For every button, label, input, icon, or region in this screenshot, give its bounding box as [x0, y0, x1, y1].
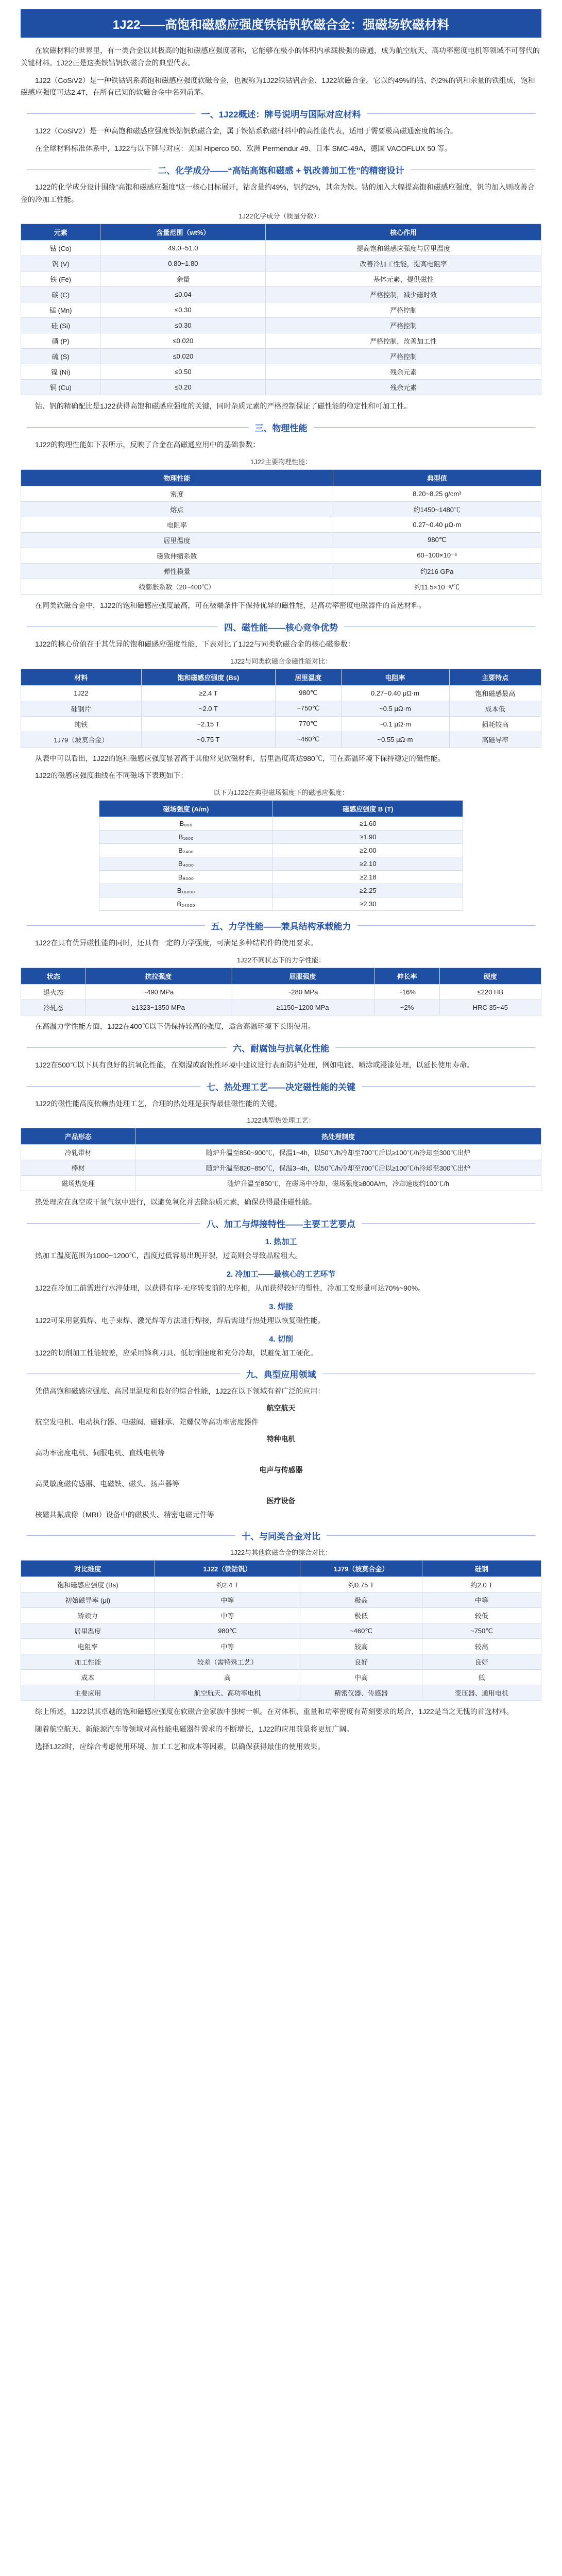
table-row [21, 701, 541, 716]
table-row [21, 1145, 541, 1160]
table-row [21, 563, 541, 579]
hot-working-paragraph: 热加工温度范围为1000~1200℃，温度过低容易出现开裂，过高则会导致晶粒粗大。 [35, 1251, 302, 1260]
table-cell: ~0.75 T [141, 732, 275, 747]
table-header-row [21, 1561, 541, 1577]
table-row [21, 1577, 541, 1592]
column-header: 物理性能 [21, 469, 333, 486]
table-cell: ≥2.25 [273, 884, 463, 897]
mechanical-table-body [21, 984, 541, 1015]
table-cell: ~0.55 μΩ·m [341, 732, 449, 747]
table-cell: 饱和磁感应强度 (Bs) [21, 1577, 155, 1592]
table-cell: B₂₄₀₀ [99, 844, 273, 857]
column-header: 电阻率 [341, 669, 449, 685]
table-header-row [21, 968, 541, 984]
table-cell: 极高 [300, 1592, 422, 1608]
table-cell: 密度 [21, 486, 333, 501]
table-cell: 冷轧带材 [21, 1145, 135, 1160]
table-row [21, 364, 541, 380]
table-cell: 纯铁 [21, 716, 142, 732]
table-cell: 基体元素，提供磁性 [266, 272, 541, 287]
table-cell: 0.27~0.40 μΩ·m [341, 685, 449, 701]
table-cell: 居里温度 [21, 532, 333, 548]
table-cell: B₄₀₀₀ [99, 857, 273, 871]
table-cell: 铜 (Cu) [21, 380, 100, 395]
table-header-row [21, 1128, 541, 1145]
table-cell: ~460℃ [300, 1623, 422, 1639]
section-5-paragraph-1: 1J22在具有优异磁性能的同时，还具有一定的力学强度，可满足多种结构件的使用要求。 [35, 939, 318, 947]
table-cell: ~16% [374, 984, 439, 999]
section-1-paragraph-1: 1J22（CoSiV2）是一种高饱和磁感应强度铁钴钒软磁合金，属于铁钴系软磁材料中的高性能代表，适用于需要极高磁通密度的场合。 [35, 127, 457, 135]
section-9-heading: 九、典型应用领域 [21, 1367, 541, 1380]
section-4-paragraph-2: 从表中可以看出，1J22的饱和磁感应强度显著高于其他常见软磁材料，居里温度高达980℃，可在高温环境下保持稳定的磁性能。 [35, 754, 445, 762]
column-header: 状态 [21, 968, 86, 984]
composition-table-body [21, 241, 541, 395]
table-cell: ~0.5 μΩ·m [341, 701, 449, 716]
table-cell: 钒 (V) [21, 256, 100, 272]
comparison-table-caption: 1J22与其他软磁合金的综合对比： [230, 1549, 332, 1557]
section-8-heading: 八、加工与焊接特性——主要工艺要点 [21, 1217, 541, 1230]
table-row [99, 817, 463, 831]
table-cell: 磁场热处理 [21, 1176, 135, 1191]
table-cell: ≥2.30 [273, 897, 463, 911]
table-header-row [21, 224, 541, 241]
table-cell: 0.80~1.80 [100, 256, 266, 272]
column-header: 伸长率 [374, 968, 439, 984]
table-cell: 约11.5×10⁻⁶/℃ [333, 579, 541, 594]
table-cell: ~750℃ [276, 701, 341, 716]
table-cell: 硅 (Si) [21, 318, 100, 333]
section-3-heading: 三、物理性能 [21, 421, 541, 434]
column-header: 抗拉强度 [86, 968, 231, 984]
column-header: 主要特点 [449, 669, 541, 685]
column-header: 产品形态 [21, 1128, 135, 1145]
table-row [21, 548, 541, 563]
table-row [21, 380, 541, 395]
application-description: 核磁共振成像（MRI）设备中的磁极头、精密电磁元件等 [35, 1510, 214, 1519]
mechanical-table-caption: 1J22不同状态下的力学性能： [236, 956, 326, 964]
table-row [21, 732, 541, 747]
table-cell: 约2.0 T [422, 1577, 541, 1592]
table-cell: B₈₀₀ [99, 817, 273, 831]
table-cell: 高磁导率 [449, 732, 541, 747]
table-cell: 严格控制 [266, 302, 541, 318]
table-cell: ≤0.30 [100, 302, 266, 318]
table-row [99, 844, 463, 857]
physical-table-body [21, 486, 541, 594]
table-row [21, 1670, 541, 1685]
table-cell: 电阻率 [21, 517, 333, 532]
section-3-paragraph-2: 在同类软磁合金中，1J22的饱和磁感应强度最高，可在极端条件下保持优异的磁性能，是高功率密度电磁器件的首选材料。 [35, 601, 426, 609]
table-row [21, 1654, 541, 1670]
comparison-table-body [21, 1577, 541, 1701]
table-cell: ≥2.18 [273, 871, 463, 884]
table-row [21, 1176, 541, 1191]
table-cell: ≤0.20 [100, 380, 266, 395]
table-row [21, 287, 541, 302]
section-2-paragraph-2: 钴、钒的精确配比是1J22获得高饱和磁感应强度的关键，同时杂质元素的严格控制保证了磁性能的稳定性和可加工性。 [35, 402, 412, 411]
table-cell: ≤0.30 [100, 318, 266, 333]
section-2-paragraph-1: 1J22的化学成分设计围绕“高饱和磁感应强度”这一核心目标展开，钴含量约49%，钒约2%，其余为铁。钴的加入大幅提高饱和磁感应强度，钒的加入则改善合金的冷加工性能。 [21, 182, 535, 204]
table-row [99, 871, 463, 884]
table-cell: 严格控制 [266, 318, 541, 333]
table-cell: 随炉升温至820~850℃，保温3~4h，以50℃/h冷却至700℃后以≥100℃/h冷却至300℃出炉 [135, 1160, 541, 1176]
table-cell: 高 [155, 1670, 300, 1685]
table-row [21, 532, 541, 548]
table-cell: 改善冷加工性能，提高电阻率 [266, 256, 541, 272]
table-cell: ~2.0 T [141, 701, 275, 716]
column-header: 硬度 [439, 968, 541, 984]
table-cell: ≤0.020 [100, 333, 266, 349]
table-cell: 饱和磁感最高 [449, 685, 541, 701]
table-row [21, 302, 541, 318]
conclusion-paragraph-3: 选择1J22时，应综合考虑使用环境、加工工艺和成本等因素，以确保获得最佳的使用效果。 [35, 1742, 325, 1751]
column-header: 热处理制度 [135, 1128, 541, 1145]
table-cell: ≥2.4 T [141, 685, 275, 701]
subsection-cutting: 4. 切削 [269, 1334, 293, 1344]
article-title: 1J22——高饱和磁感应强度铁钴钒软磁合金：强磁场软磁材料 [21, 9, 541, 38]
physical-properties-table [21, 469, 541, 595]
magnetic-table-caption: 1J22与同类软磁合金磁性能对比： [230, 657, 332, 665]
table-cell: 60~100×10⁻⁶ [333, 548, 541, 563]
table-cell: 约2.4 T [155, 1577, 300, 1592]
heat-treatment-table [21, 1128, 541, 1191]
application-description: 高灵敏度磁传感器、电磁铁、磁头、扬声器等 [35, 1479, 179, 1488]
table-cell: 770℃ [276, 716, 341, 732]
table-cell: 镍 (Ni) [21, 364, 100, 380]
table-cell: ~2% [374, 999, 439, 1015]
table-row [21, 999, 541, 1015]
table-row [21, 349, 541, 364]
subsection-cold-working: 2. 冷加工——最核心的工艺环节 [226, 1269, 336, 1279]
application-title: 航空航天 [266, 1404, 296, 1413]
table-cell: ~750℃ [422, 1623, 541, 1639]
table-cell: HRC 35~45 [439, 999, 541, 1015]
table-cell: 损耗较高 [449, 716, 541, 732]
table-row [99, 857, 463, 871]
column-header: 典型值 [333, 469, 541, 486]
table-cell: ~460℃ [276, 732, 341, 747]
table-row [99, 831, 463, 844]
alloy-comparison-table [21, 1560, 541, 1701]
composition-table-caption: 1J22化学成分（质量分数）： [239, 212, 323, 221]
table-cell: 较差（需特殊工艺） [155, 1654, 300, 1670]
application-description: 高功率密度电机、伺服电机、直线电机等 [35, 1448, 165, 1457]
table-cell: 电阻率 [21, 1639, 155, 1654]
table-row [21, 486, 541, 501]
table-cell: ≥1.90 [273, 831, 463, 844]
table-cell: B₂₄₀₀₀ [99, 897, 273, 911]
table-cell: B₁₆₀₀ [99, 831, 273, 844]
table-cell: ~0.1 μΩ·m [341, 716, 449, 732]
table-cell: 严格控制，减少磁时效 [266, 287, 541, 302]
subsection-hot-working: 1. 热加工 [265, 1238, 297, 1247]
bh-table [99, 800, 464, 911]
table-cell: 余量 [100, 272, 266, 287]
table-cell: 精密仪器、传感器 [300, 1685, 422, 1701]
bh-table-caption: 以下为1J22在典型磁场强度下的磁感应强度： [213, 789, 349, 797]
section-7-paragraph-1: 1J22的磁性能高度依赖热处理工艺，合理的热处理是获得最佳磁性能的关键。 [35, 1099, 282, 1108]
column-header: 元素 [21, 224, 100, 241]
table-cell: 中高 [300, 1670, 422, 1685]
welding-paragraph: 1J22可采用氩弧焊、电子束焊、激光焊等方法进行焊接，焊后需进行热处理以恢复磁性能。 [35, 1316, 325, 1325]
table-cell: 初始磁导率 (μi) [21, 1592, 155, 1608]
table-cell: 成本低 [449, 701, 541, 716]
table-header-row [99, 801, 463, 817]
table-cell: 熔点 [21, 501, 333, 517]
column-header: 饱和磁感应强度 (Bs) [141, 669, 275, 685]
table-row [21, 241, 541, 256]
column-header: 核心作用 [266, 224, 541, 241]
section-5-heading: 五、力学性能——兼具结构承载能力 [21, 919, 541, 932]
column-header: 屈服强度 [231, 968, 374, 984]
table-cell: 较低 [422, 1608, 541, 1623]
table-cell: 中等 [155, 1592, 300, 1608]
table-cell: B₈₀₀₀ [99, 871, 273, 884]
table-row [21, 501, 541, 517]
table-cell: 加工性能 [21, 1654, 155, 1670]
table-cell: 980℃ [155, 1623, 300, 1639]
table-cell: ~280 MPa [231, 984, 374, 999]
section-7-paragraph-2: 热处理应在真空或干氢气氛中进行，以避免氧化并去除杂质元素，确保获得最佳磁性能。 [35, 1198, 316, 1207]
table-row [21, 517, 541, 532]
table-cell: 较高 [422, 1639, 541, 1654]
table-cell: 较高 [300, 1639, 422, 1654]
table-row [21, 716, 541, 732]
table-cell: 矫顽力 [21, 1608, 155, 1623]
table-cell: 中等 [155, 1608, 300, 1623]
table-cell: ≥1150~1200 MPa [231, 999, 374, 1015]
table-cell: ≥2.10 [273, 857, 463, 871]
table-cell: 线膨胀系数（20~400℃） [21, 579, 333, 594]
mechanical-table [21, 968, 541, 1015]
table-cell: ~490 MPa [86, 984, 231, 999]
section-7-heading: 七、热处理工艺——决定磁性能的关键 [21, 1080, 541, 1093]
column-header: 磁场强度 (A/m) [99, 801, 273, 817]
table-cell: 磁致伸缩系数 [21, 548, 333, 563]
table-row [21, 984, 541, 999]
table-row [21, 318, 541, 333]
composition-table [21, 224, 541, 395]
table-row [21, 1608, 541, 1623]
table-cell: 磷 (P) [21, 333, 100, 349]
section-9-paragraph-1: 凭借高饱和磁感应强度、高居里温度和良好的综合性能，1J22在以下领域有着广泛的应用： [35, 1387, 325, 1396]
table-row [21, 1592, 541, 1608]
table-cell: 低 [422, 1670, 541, 1685]
column-header: 居里温度 [276, 669, 341, 685]
bh-table-body [99, 817, 463, 911]
table-cell: ≥2.00 [273, 844, 463, 857]
section-6-heading: 六、耐腐蚀与抗氧化性能 [21, 1041, 541, 1054]
application-description: 航空发电机、电动执行器、电磁阀、磁轴承、陀螺仪等高功率密度器件 [35, 1418, 259, 1427]
table-row [21, 1623, 541, 1639]
table-row [99, 884, 463, 897]
table-cell: 严格控制，改善加工性 [266, 333, 541, 349]
section-3-paragraph-1: 1J22的物理性能如下表所示，反映了合金在高磁通应用中的基础参数： [35, 440, 260, 449]
table-header-row [21, 469, 541, 486]
application-title: 医疗设备 [266, 1496, 296, 1505]
table-cell: 居里温度 [21, 1623, 155, 1639]
heat-treatment-table-caption: 1J22典型热处理工艺： [247, 1116, 315, 1125]
application-title: 特种电机 [266, 1434, 296, 1443]
conclusion-paragraph-2: 随着航空航天、新能源汽车等领域对高性能电磁器件需求的不断增长，1J22的应用前景将更加广阔。 [35, 1725, 354, 1734]
section-2-heading: 二、化学成分——“高钴高饱和磁感 + 钒改善加工性”的精密设计 [21, 163, 541, 176]
magnetic-comparison-table [21, 669, 541, 748]
table-cell: 碳 (C) [21, 287, 100, 302]
table-cell: ≤0.04 [100, 287, 266, 302]
conclusion-paragraph-1: 综上所述，1J22以其卓越的饱和磁感应强度在软磁合金家族中独树一帜。在对体积、重量和功率密度有苛刻要求的场合，1J22是当之无愧的首选材料。 [35, 1707, 514, 1716]
table-cell: 航空航天、高功率电机 [155, 1685, 300, 1701]
intro-paragraph-2: 1J22（CoSiV2）是一种铁钴钒系高饱和磁感应强度软磁合金，也被称为1J22铁钴钒合金、1J22软磁合金。它以约49%的钴、约2%的钒和余量的铁组成，饱和磁感应强度可达2.4T，在所有已知的软磁合金中名列前茅。 [21, 76, 535, 97]
table-cell: 硅钢片 [21, 701, 142, 716]
table-cell: 锰 (Mn) [21, 302, 100, 318]
section-10-heading: 十、与同类合金对比 [21, 1529, 541, 1542]
table-row [21, 256, 541, 272]
table-cell: 980℃ [276, 685, 341, 701]
section-4-paragraph-3: 1J22的磁感应强度曲线在不同磁场下表现如下： [35, 771, 188, 780]
table-cell: 良好 [422, 1654, 541, 1670]
section-6-paragraph-1: 1J22在500℃以下具有良好的抗氧化性能，在潮湿或腐蚀性环境中建议进行表面防护处理，例如电镀、喷涂或浸漆处理，以延长使用寿命。 [35, 1060, 474, 1069]
section-1-paragraph-2: 在全球材料标准体系中，1J22与以下牌号对应：美国 Hiperco 50、欧洲 Permendur 49、日本 SMC-49A，德国 VACOFLUX 50 等。 [35, 144, 452, 152]
table-cell: 约1450~1480℃ [333, 501, 541, 517]
intro-paragraph-1: 在软磁材料的世界里，有一类合金以其极高的饱和磁感应强度著称，它能够在极小的体积内承载极强的磁通，成为航空航天、高功率密度电机等领域不可替代的关键材料。1J22正是这类铁钴钒软磁合金的典型代表。 [21, 46, 540, 67]
table-row [21, 1639, 541, 1654]
table-cell: ≥1.60 [273, 817, 463, 831]
section-5-paragraph-2: 在高温力学性能方面，1J22在400℃以下仍保持较高的强度，适合高温环境下长期使用。 [35, 1022, 315, 1030]
table-cell: ≥1323~1350 MPa [86, 999, 231, 1015]
column-header: 含量范围（wt%） [100, 224, 266, 241]
column-header: 1J22（铁钴钒） [155, 1561, 300, 1577]
table-cell: 成本 [21, 1670, 155, 1685]
table-cell: ≤0.020 [100, 349, 266, 364]
table-cell: 铁 (Fe) [21, 272, 100, 287]
table-cell: 随炉升温至850~900℃，保温1~4h，以50℃/h冷却至700℃后以≥100℃/h冷却至300℃出炉 [135, 1145, 541, 1160]
table-cell: 残余元素 [266, 380, 541, 395]
table-cell: 主要应用 [21, 1685, 155, 1701]
application-title: 电声与传感器 [259, 1465, 303, 1474]
table-cell: B₁₆₀₀₀ [99, 884, 273, 897]
table-row [21, 333, 541, 349]
table-cell: 冷轧态 [21, 999, 86, 1015]
table-cell: ~2.15 T [141, 716, 275, 732]
table-cell: ≤220 HB [439, 984, 541, 999]
table-cell: 980℃ [333, 532, 541, 548]
table-cell: 0.27~0.40 μΩ·m [333, 517, 541, 532]
table-cell: 1J79（坡莫合金） [21, 732, 142, 747]
table-cell: 中等 [422, 1592, 541, 1608]
table-row [21, 272, 541, 287]
section-4-paragraph-1: 1J22的核心价值在于其优异的饱和磁感应强度性能，下表对比了1J22与同类软磁合金的核心磁参数： [35, 639, 355, 648]
table-row [21, 1160, 541, 1176]
table-cell: 退火态 [21, 984, 86, 999]
column-header: 1J79（坡莫合金） [300, 1561, 422, 1577]
column-header: 磁感应强度 B (T) [273, 801, 463, 817]
table-row [99, 897, 463, 911]
table-cell: 残余元素 [266, 364, 541, 380]
table-cell: 提高饱和磁感应强度与居里温度 [266, 241, 541, 256]
table-cell: 棒材 [21, 1160, 135, 1176]
table-cell: 随炉升温至850℃，在磁场中冷却，磁场强度≥800A/m，冷却速度约100℃/h [135, 1176, 541, 1191]
table-cell: 约0.75 T [300, 1577, 422, 1592]
table-cell: 变压器、通用电机 [422, 1685, 541, 1701]
table-header-row [21, 669, 541, 685]
table-row [21, 579, 541, 594]
table-cell: ≤0.50 [100, 364, 266, 380]
table-cell: 约216 GPa [333, 563, 541, 579]
cutting-paragraph: 1J22的切削加工性能较差，应采用锋利刀具、低切削速度和充分冷却，以避免加工硬化。 [35, 1348, 318, 1357]
table-row [21, 685, 541, 701]
table-cell: 49.0~51.0 [100, 241, 266, 256]
table-cell: 弹性模量 [21, 563, 333, 579]
table-cell: 钴 (Co) [21, 241, 100, 256]
section-1-heading: 一、1J22概述：牌号说明与国际对应材料 [21, 107, 541, 120]
column-header: 材料 [21, 669, 142, 685]
physical-table-caption: 1J22主要物理性能： [250, 457, 312, 466]
table-row [21, 1685, 541, 1701]
subsection-welding: 3. 焊接 [269, 1302, 293, 1311]
heat-treatment-table-body [21, 1145, 541, 1191]
table-cell: 8.20~8.25 g/cm³ [333, 486, 541, 501]
table-cell: 严格控制 [266, 349, 541, 364]
magnetic-table-body [21, 685, 541, 747]
column-header: 对比维度 [21, 1561, 155, 1577]
section-4-heading: 四、磁性能——核心竞争优势 [21, 620, 541, 633]
table-cell: 极低 [300, 1608, 422, 1623]
cold-working-paragraph: 1J22在冷加工前需进行水淬处理，以获得有序-无序转变前的无序相，从而获得较好的塑性，冷加工变形量可达70%~90%。 [35, 1283, 425, 1292]
table-cell: 良好 [300, 1654, 422, 1670]
table-cell: 1J22 [21, 685, 142, 701]
table-cell: 硫 (S) [21, 349, 100, 364]
column-header: 硅钢 [422, 1561, 541, 1577]
table-cell: 中等 [155, 1639, 300, 1654]
